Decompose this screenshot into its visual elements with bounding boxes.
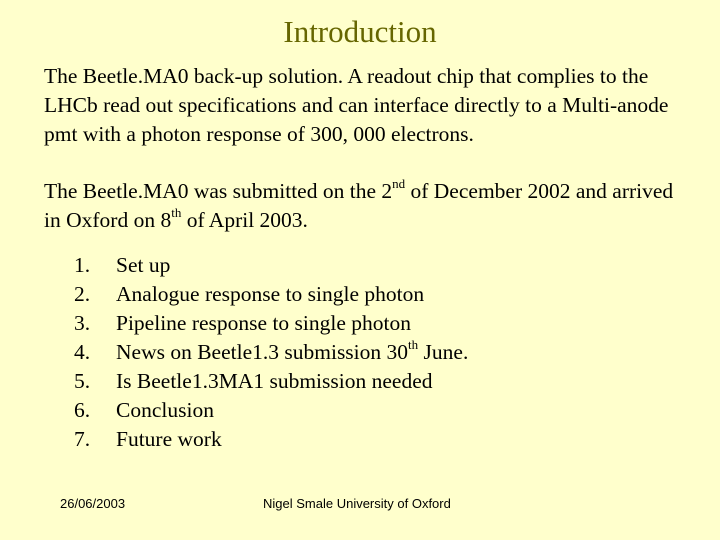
agenda-item-number: 7. bbox=[74, 427, 91, 451]
footer-author: Nigel Smale University of Oxford bbox=[263, 496, 451, 511]
agenda-item bbox=[74, 367, 468, 396]
agenda-item-text: Analogue response to single photon bbox=[116, 282, 425, 306]
agenda-item bbox=[74, 309, 468, 338]
agenda-item-number: 5. bbox=[74, 369, 91, 393]
submission-sup-1: nd bbox=[392, 175, 406, 191]
agenda-item-text-after: June. bbox=[418, 340, 469, 364]
agenda-item-number: 1. bbox=[74, 253, 91, 277]
agenda-item-text: Pipeline response to single photon bbox=[116, 311, 411, 335]
agenda-item bbox=[74, 251, 468, 280]
agenda-item-number: 3. bbox=[74, 311, 91, 335]
agenda-item bbox=[74, 396, 468, 425]
agenda-item bbox=[74, 425, 468, 454]
submission-paragraph bbox=[44, 177, 694, 235]
agenda-item-text: Future work bbox=[116, 427, 222, 451]
agenda-item-number: 2. bbox=[74, 282, 91, 306]
submission-sup-2: th bbox=[171, 204, 182, 220]
agenda-item-text: Conclusion bbox=[116, 398, 214, 422]
submission-text-2: of December 2002 and arrived in Oxford on 8 bbox=[44, 179, 674, 232]
submission-text-1: The Beetle.MA0 was submitted on the 2 bbox=[44, 179, 393, 203]
agenda-item-sup: th bbox=[408, 336, 419, 352]
slide-title: Introduction bbox=[283, 14, 437, 49]
footer-date: 26/06/2003 bbox=[60, 496, 126, 511]
agenda-item bbox=[74, 280, 468, 309]
intro-paragraph: The Beetle.MA0 back-up solution. A readout chip that complies to the LHCb read out specifications and can interface directly to a Multi-anode pmt with a photon response of 300, 000 electrons. bbox=[44, 64, 669, 146]
agenda-item-text: Set up bbox=[116, 253, 171, 277]
agenda-item-text: News on Beetle1.3 submission 30 bbox=[116, 340, 409, 364]
agenda-item-number: 6. bbox=[74, 398, 91, 422]
agenda-item-number: 4. bbox=[74, 340, 91, 364]
agenda-item bbox=[74, 338, 468, 367]
agenda-item-text: Is Beetle1.3MA1 submission needed bbox=[116, 369, 433, 393]
agenda-list bbox=[74, 251, 468, 454]
submission-text-3: of April 2003. bbox=[181, 208, 308, 232]
